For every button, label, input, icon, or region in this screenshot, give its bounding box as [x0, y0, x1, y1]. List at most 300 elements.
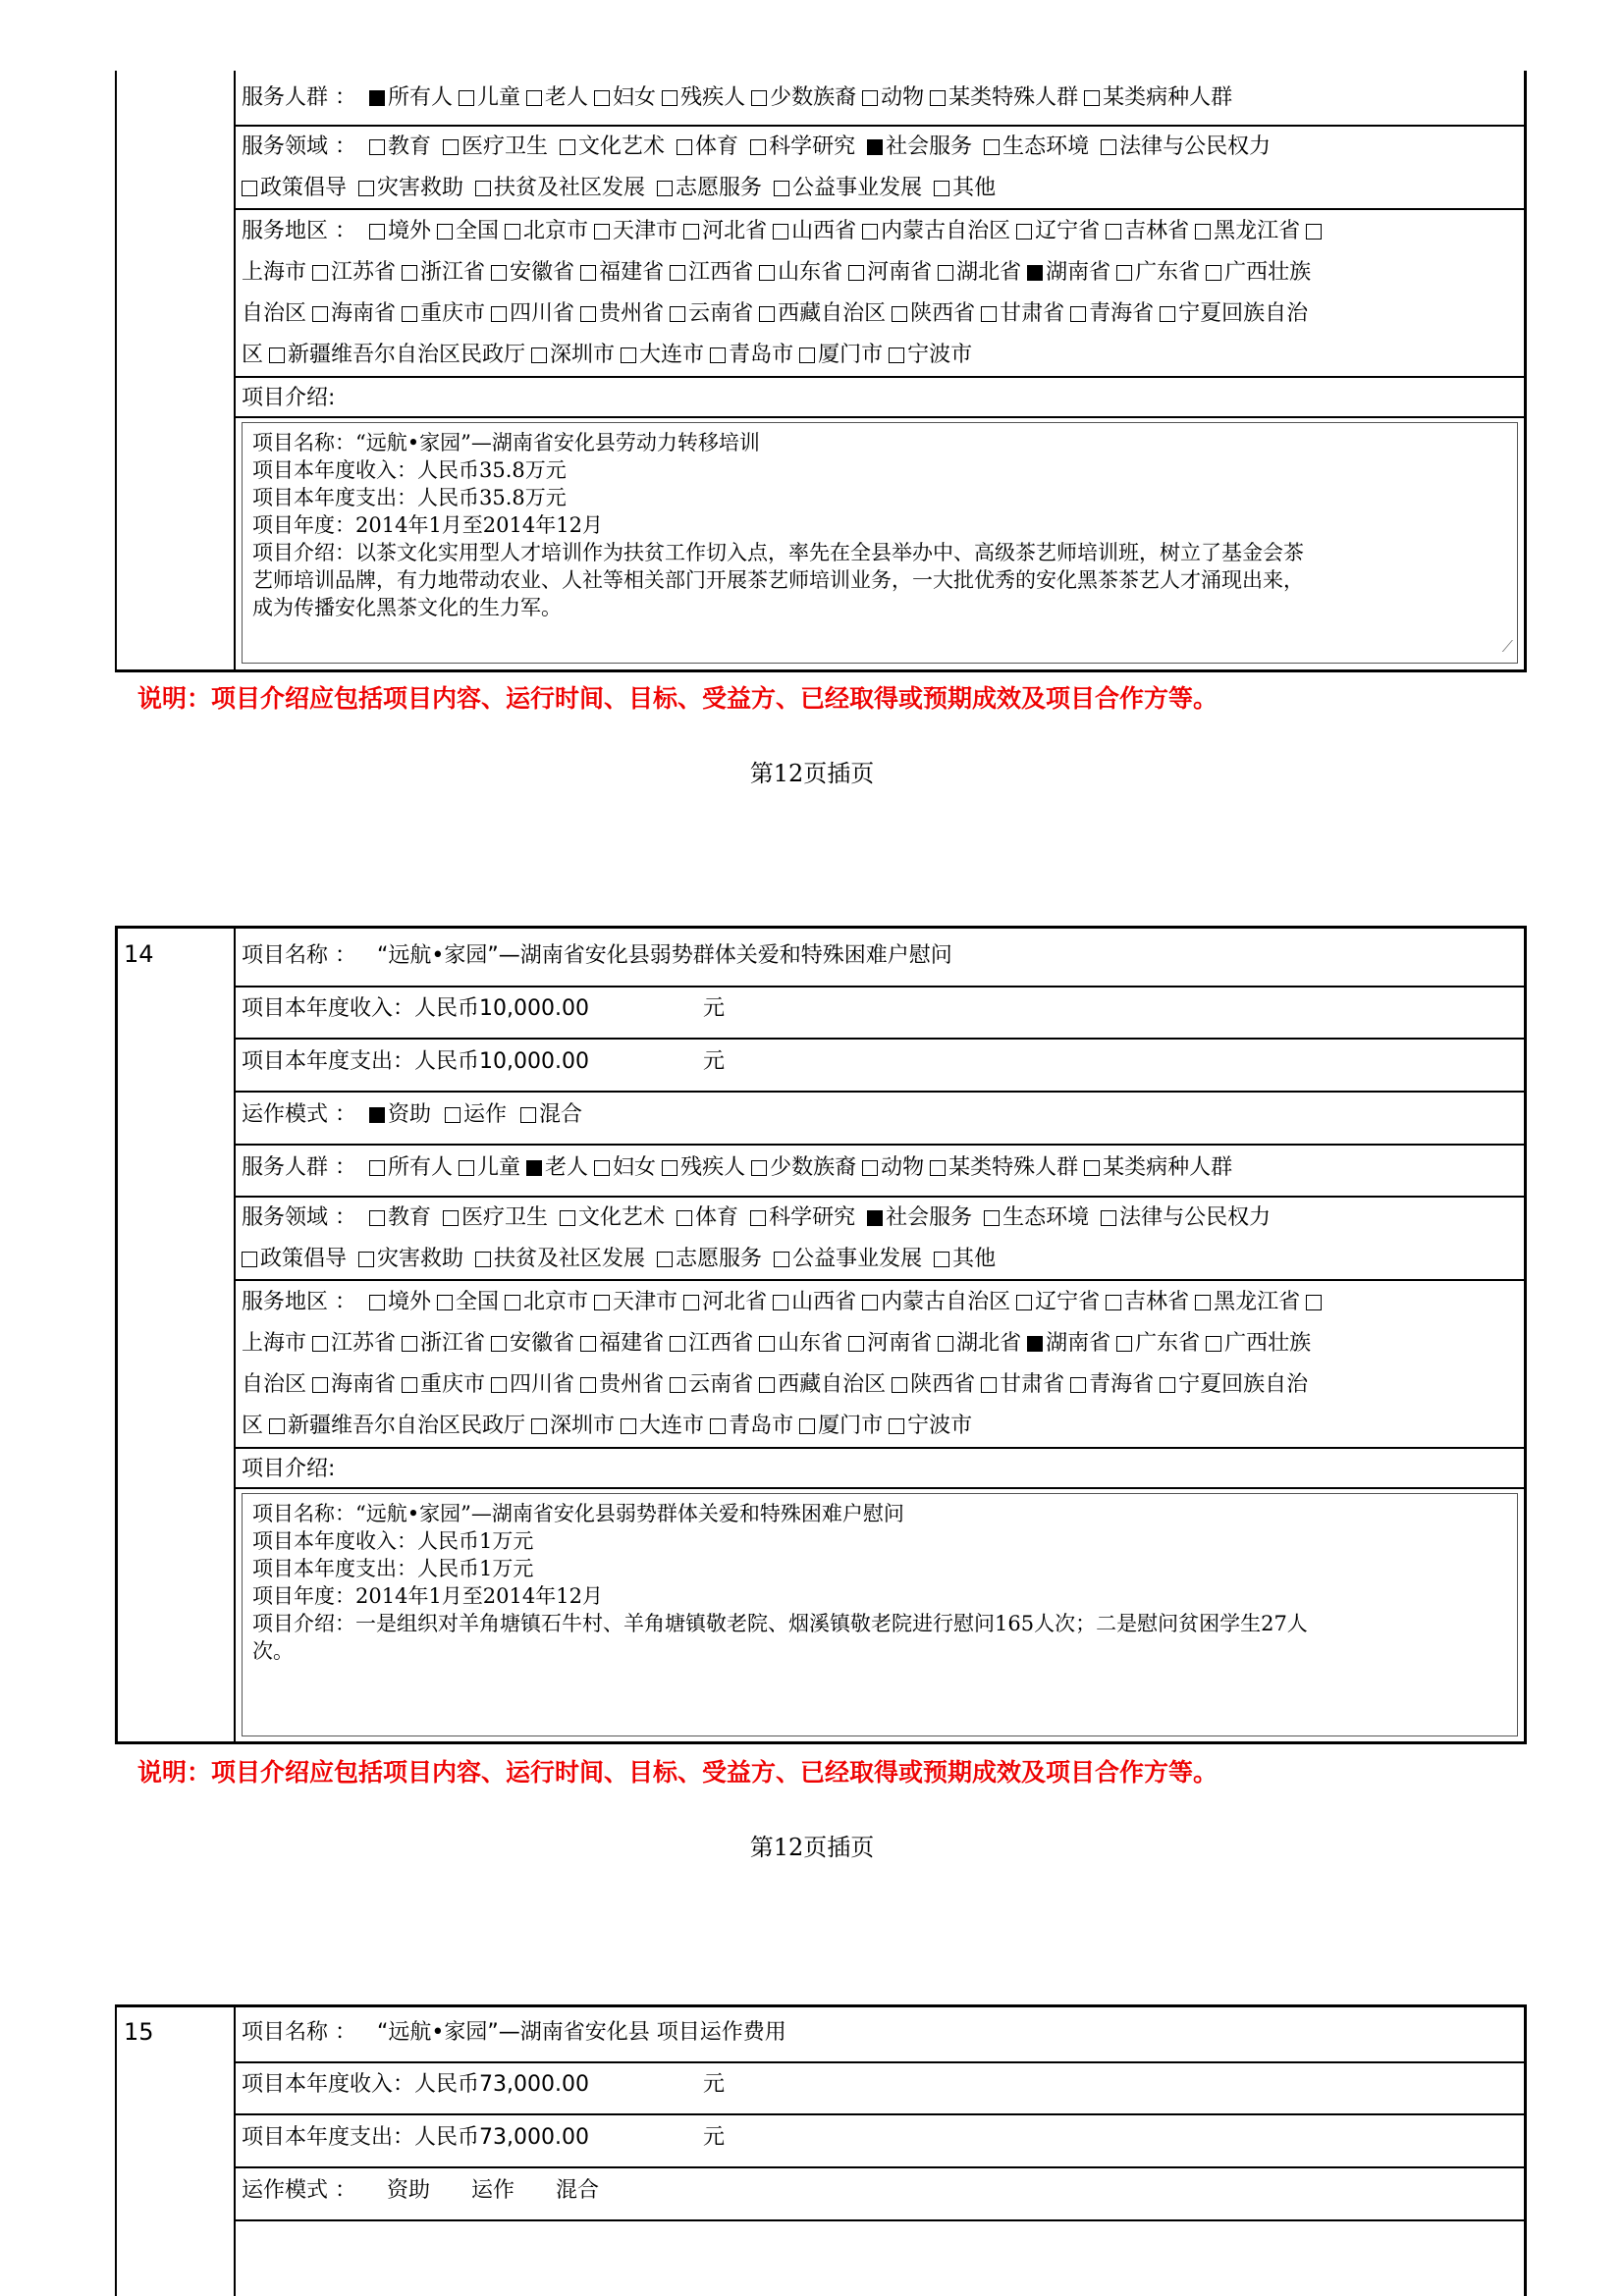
- option-江西省[interactable]: [664, 1330, 753, 1358]
- option-混合[interactable]: [532, 2177, 617, 2205]
- option-老人[interactable]: [520, 1154, 588, 1182]
- option-青海省[interactable]: [1064, 300, 1154, 328]
- checkbox-icon[interactable]: [526, 90, 542, 106]
- checkbox-icon[interactable]: [402, 306, 417, 322]
- income-value[interactable]: 10,000.00: [479, 996, 589, 1021]
- checkbox-icon[interactable]: [242, 181, 257, 196]
- option-浙江省[interactable]: [396, 1330, 485, 1358]
- checkbox-icon[interactable]: [369, 1210, 385, 1226]
- checkbox-icon[interactable]: [369, 1295, 385, 1310]
- option-宁夏回族自治[interactable]: [1154, 1371, 1308, 1399]
- checkbox-icon[interactable]: [759, 306, 775, 322]
- option-湖南省[interactable]: [1021, 1330, 1110, 1358]
- checkbox-icon[interactable]: [1116, 265, 1132, 281]
- option-新疆维吾尔自治区民政厅[interactable]: [263, 342, 525, 369]
- checkbox-icon[interactable]: [938, 1336, 953, 1352]
- checkbox-icon[interactable]: [934, 1252, 949, 1267]
- checkbox-icon[interactable]: [560, 1210, 575, 1226]
- mode-row: [242, 2177, 617, 2205]
- checkbox-icon[interactable]: [759, 265, 775, 281]
- checkbox-icon[interactable]: [445, 1107, 460, 1123]
- option-山东省[interactable]: [753, 1330, 842, 1358]
- option-法律与公民权力[interactable]: [1095, 1204, 1276, 1232]
- option-河北省[interactable]: [677, 218, 767, 245]
- option-其他[interactable]: [928, 175, 1001, 202]
- option-label: 儿童: [477, 85, 521, 110]
- option-贵州省[interactable]: [574, 1371, 664, 1399]
- service-domain-label: 服务领域 ：: [242, 1205, 356, 1230]
- income-label: 项目本年度收入：人民币: [242, 2072, 480, 2097]
- option-体育[interactable]: [671, 1204, 744, 1232]
- intro-textarea[interactable]: [242, 1493, 1518, 1736]
- option-境外[interactable]: [363, 218, 431, 245]
- option-老人[interactable]: [520, 84, 588, 112]
- option-科学研究[interactable]: [744, 1204, 861, 1232]
- checkbox-icon[interactable]: [670, 1336, 685, 1352]
- checkbox-icon[interactable]: [1306, 1295, 1322, 1310]
- checkbox-icon[interactable]: [1084, 90, 1100, 106]
- checkbox-icon[interactable]: [677, 1210, 692, 1226]
- option-区[interactable]: [242, 1413, 263, 1440]
- option-资助[interactable]: [363, 1101, 439, 1129]
- checkbox-icon[interactable]: [1016, 224, 1032, 240]
- checkbox-icon[interactable]: [531, 1418, 547, 1434]
- intro-label: 项目介绍:: [242, 1457, 336, 1481]
- checkbox-icon[interactable]: [751, 90, 767, 106]
- checked-checkbox-icon[interactable]: [526, 1160, 542, 1176]
- checkbox-icon[interactable]: [862, 224, 878, 240]
- option-境外[interactable]: [363, 1289, 431, 1316]
- option-黑龙江省[interactable]: [1189, 218, 1300, 245]
- checkbox-icon[interactable]: [594, 1160, 610, 1176]
- checkbox-icon[interactable]: [862, 1295, 878, 1310]
- checkbox-icon[interactable]: [505, 224, 520, 240]
- option-河北省[interactable]: [677, 1289, 767, 1316]
- option-label: 其他: [952, 176, 997, 200]
- option-label: 甘肃省: [1000, 1372, 1065, 1397]
- checkbox-icon[interactable]: [1195, 224, 1211, 240]
- checkbox-icon[interactable]: [369, 139, 385, 155]
- option-公益事业发展[interactable]: [768, 175, 928, 202]
- checked-checkbox-icon[interactable]: [369, 1107, 385, 1123]
- checkbox-icon[interactable]: [580, 1377, 596, 1393]
- checkbox-icon[interactable]: [1306, 224, 1322, 240]
- checkbox-icon[interactable]: [1206, 265, 1221, 281]
- option-社会服务[interactable]: [861, 133, 978, 161]
- checkbox-icon[interactable]: [981, 306, 997, 322]
- option-政策倡导[interactable]: [236, 1246, 352, 1273]
- option-所有人[interactable]: [363, 1154, 453, 1182]
- checkbox-icon[interactable]: [1106, 224, 1121, 240]
- checkbox-icon[interactable]: [491, 1377, 507, 1393]
- expense-value[interactable]: 73,000.00: [479, 2125, 589, 2150]
- checkbox-icon[interactable]: [459, 90, 474, 106]
- option-动物[interactable]: [856, 84, 924, 112]
- option-教育[interactable]: [363, 1204, 437, 1232]
- option-妇女[interactable]: [588, 1154, 656, 1182]
- checkbox-icon[interactable]: [491, 306, 507, 322]
- expense-value[interactable]: 10,000.00: [479, 1049, 589, 1074]
- option-label: 某类特殊人群: [948, 1155, 1079, 1180]
- option-label: 厦门市: [818, 343, 884, 367]
- option-label: 江西省: [688, 1331, 754, 1356]
- option-残疾人[interactable]: [656, 84, 745, 112]
- option-文化艺术[interactable]: [554, 133, 671, 161]
- option-法律与公民权力[interactable]: [1095, 133, 1276, 161]
- option-label: 浙江省: [420, 260, 486, 285]
- checkbox-icon[interactable]: [491, 1336, 507, 1352]
- checkbox-icon[interactable]: [369, 224, 385, 240]
- checkbox-icon[interactable]: [437, 224, 453, 240]
- option-深圳市[interactable]: [525, 1413, 615, 1440]
- option-内蒙古自治区[interactable]: [856, 1289, 1010, 1316]
- checkbox-icon[interactable]: [1195, 1295, 1211, 1310]
- checkbox-icon[interactable]: [312, 265, 328, 281]
- checkbox-icon[interactable]: [930, 1160, 946, 1176]
- checkbox-icon[interactable]: [443, 1210, 459, 1226]
- checked-checkbox-icon[interactable]: [369, 90, 385, 106]
- option-大连市[interactable]: [615, 1413, 704, 1440]
- option-安徽省[interactable]: [485, 259, 574, 287]
- option-label: 大连市: [639, 343, 705, 367]
- service-region-row2: [242, 1330, 1311, 1358]
- checkbox-icon[interactable]: [491, 265, 507, 281]
- checkbox-icon[interactable]: [580, 306, 596, 322]
- option-少数族裔[interactable]: [745, 84, 856, 112]
- option-陕西省[interactable]: [886, 1371, 975, 1399]
- resize-grip-icon[interactable]: ⟋: [1501, 637, 1513, 656]
- option-福建省[interactable]: [574, 259, 664, 287]
- checkbox-icon[interactable]: [938, 265, 953, 281]
- option-辽宁省[interactable]: [1010, 218, 1100, 245]
- option-宁夏回族自治[interactable]: [1154, 300, 1308, 328]
- option-四川省[interactable]: [485, 300, 574, 328]
- option-label: 全国: [456, 219, 500, 243]
- checkbox-icon[interactable]: [848, 265, 864, 281]
- checkbox-icon[interactable]: [889, 347, 904, 363]
- option-厦门市[interactable]: [793, 342, 883, 369]
- option-上海市[interactable]: [242, 259, 306, 287]
- checkbox-icon[interactable]: [475, 181, 491, 196]
- checkbox-icon[interactable]: [358, 181, 374, 196]
- option-四川省[interactable]: [485, 1371, 574, 1399]
- option-教育[interactable]: [363, 133, 437, 161]
- option-江苏省[interactable]: [306, 259, 396, 287]
- option-新疆维吾尔自治区民政厅[interactable]: [263, 1413, 525, 1440]
- option-儿童[interactable]: [453, 1154, 520, 1182]
- option-label: 境外: [388, 219, 432, 243]
- income-value[interactable]: 73,000.00: [479, 2072, 589, 2097]
- option-山西省[interactable]: [767, 1289, 856, 1316]
- checkbox-icon[interactable]: [759, 1377, 775, 1393]
- option-label: 全国: [456, 1290, 500, 1314]
- option-全国[interactable]: [431, 1289, 499, 1316]
- option-江西省[interactable]: [664, 259, 753, 287]
- option-青岛市[interactable]: [704, 342, 793, 369]
- checkbox-icon[interactable]: [443, 139, 459, 155]
- checkbox-icon[interactable]: [594, 90, 610, 106]
- checkbox-icon[interactable]: [621, 1418, 636, 1434]
- option-体育[interactable]: [671, 133, 744, 161]
- checkbox-icon[interactable]: [710, 1418, 726, 1434]
- checkbox-icon[interactable]: [773, 224, 788, 240]
- checkbox-icon[interactable]: [773, 1295, 788, 1310]
- option-上海市[interactable]: [242, 1330, 306, 1358]
- service-region-row2: [242, 259, 1311, 287]
- checkbox-icon[interactable]: [774, 181, 789, 196]
- checkbox-icon[interactable]: [402, 265, 417, 281]
- checkbox-icon[interactable]: [594, 1295, 610, 1310]
- checkbox-icon[interactable]: [862, 90, 878, 106]
- option-科学研究[interactable]: [744, 133, 861, 161]
- checkbox-icon[interactable]: [984, 139, 1000, 155]
- option-自治区[interactable]: [242, 300, 306, 328]
- checkbox-icon[interactable]: [862, 1160, 878, 1176]
- option-海南省[interactable]: [306, 300, 396, 328]
- option-label: 江苏省: [331, 1331, 397, 1356]
- checkbox-icon[interactable]: [475, 1252, 491, 1267]
- option-所有人[interactable]: [363, 84, 453, 112]
- option-少数族裔[interactable]: [745, 1154, 856, 1182]
- option-资助[interactable]: [363, 2177, 448, 2205]
- checkbox-icon[interactable]: [930, 90, 946, 106]
- option-生态环境[interactable]: [978, 1204, 1095, 1232]
- block-b-l7: [234, 1447, 1524, 1449]
- checkbox-icon[interactable]: [662, 1160, 677, 1176]
- option-label: 资助: [388, 1102, 432, 1127]
- checkbox-icon[interactable]: [594, 224, 610, 240]
- checkbox-icon[interactable]: [1106, 1295, 1121, 1310]
- option-福建省[interactable]: [574, 1330, 664, 1358]
- checkbox-icon[interactable]: [1101, 139, 1116, 155]
- option-志愿服务[interactable]: [651, 1246, 768, 1273]
- option-blank[interactable]: [1300, 1289, 1325, 1316]
- option-残疾人[interactable]: [656, 1154, 745, 1182]
- checkbox-icon[interactable]: [1206, 1336, 1221, 1352]
- checkbox-icon[interactable]: [683, 1295, 699, 1310]
- option-山西省[interactable]: [767, 218, 856, 245]
- checkbox-icon[interactable]: [580, 265, 596, 281]
- option-label: 少数族裔: [770, 85, 857, 110]
- checkbox-icon[interactable]: [1084, 1160, 1100, 1176]
- option-云南省[interactable]: [664, 1371, 753, 1399]
- checkbox-icon[interactable]: [750, 139, 766, 155]
- checkbox-icon[interactable]: [981, 1377, 997, 1393]
- checkbox-icon[interactable]: [437, 1295, 453, 1310]
- option-西藏自治区[interactable]: [753, 300, 886, 328]
- option-label: 宁夏回族自治: [1178, 301, 1309, 326]
- option-广东省[interactable]: [1110, 259, 1200, 287]
- option-医疗卫生[interactable]: [437, 133, 554, 161]
- option-社会服务[interactable]: [861, 1204, 978, 1232]
- option-label: 文化艺术: [578, 134, 666, 159]
- checked-checkbox-icon[interactable]: [867, 1210, 883, 1226]
- option-广东省[interactable]: [1110, 1330, 1200, 1358]
- checkbox-icon[interactable]: [1070, 1377, 1086, 1393]
- option-某类特殊人群[interactable]: [924, 1154, 1078, 1182]
- checkbox-icon[interactable]: [242, 1252, 257, 1267]
- option-广西壮族[interactable]: [1200, 1330, 1311, 1358]
- checked-checkbox-icon[interactable]: [867, 139, 883, 155]
- option-黑龙江省[interactable]: [1189, 1289, 1300, 1316]
- option-江苏省[interactable]: [306, 1330, 396, 1358]
- option-blank[interactable]: [1300, 218, 1325, 245]
- checkbox-icon[interactable]: [312, 306, 328, 322]
- checkbox-icon[interactable]: [358, 1252, 374, 1267]
- option-天津市[interactable]: [588, 218, 677, 245]
- option-生态环境[interactable]: [978, 133, 1095, 161]
- checkbox-icon[interactable]: [269, 1418, 285, 1434]
- option-北京市[interactable]: [499, 218, 588, 245]
- checkbox-icon[interactable]: [402, 1377, 417, 1393]
- option-运作[interactable]: [448, 2177, 532, 2205]
- option-厦门市[interactable]: [793, 1413, 883, 1440]
- option-深圳市[interactable]: [525, 342, 615, 369]
- checkbox-icon[interactable]: [621, 347, 636, 363]
- checkbox-icon[interactable]: [520, 1107, 536, 1123]
- option-吉林省[interactable]: [1100, 218, 1189, 245]
- option-湖南省[interactable]: [1021, 259, 1110, 287]
- checkbox-icon[interactable]: [402, 1336, 417, 1352]
- option-动物[interactable]: [856, 1154, 924, 1182]
- checkbox-icon[interactable]: [677, 139, 692, 155]
- option-青海省[interactable]: [1064, 1371, 1154, 1399]
- option-儿童[interactable]: [453, 84, 520, 112]
- option-扶贫及社区发展[interactable]: [469, 1246, 651, 1273]
- option-北京市[interactable]: [499, 1289, 588, 1316]
- option-内蒙古自治区[interactable]: [856, 218, 1010, 245]
- option-吉林省[interactable]: [1100, 1289, 1189, 1316]
- option-大连市[interactable]: [615, 342, 704, 369]
- option-某类病种人群[interactable]: [1078, 84, 1232, 112]
- checkbox-icon[interactable]: [1016, 1295, 1032, 1310]
- checkbox-icon[interactable]: [657, 181, 673, 196]
- checkbox-icon[interactable]: [1070, 306, 1086, 322]
- option-label: 运作: [471, 2178, 515, 2203]
- intro-textarea[interactable]: [242, 422, 1518, 664]
- project-name-value[interactable]: “远航•家园”—湖南省安化县 项目运作费用: [377, 2020, 786, 2045]
- checkbox-icon[interactable]: [759, 1336, 775, 1352]
- option-其他[interactable]: [928, 1246, 1001, 1273]
- option-医疗卫生[interactable]: [437, 1204, 554, 1232]
- checkbox-icon[interactable]: [1160, 1377, 1175, 1393]
- option-志愿服务[interactable]: [651, 175, 768, 202]
- checkbox-icon[interactable]: [670, 1377, 685, 1393]
- option-甘肃省[interactable]: [975, 1371, 1064, 1399]
- checkbox-icon[interactable]: [369, 1160, 385, 1176]
- checkbox-icon[interactable]: [312, 1377, 328, 1393]
- project-name-value[interactable]: “远航•家园”—湖南省安化县弱势群体关爱和特殊困难户慰问: [377, 943, 952, 968]
- option-广西壮族[interactable]: [1200, 259, 1311, 287]
- option-区[interactable]: [242, 342, 263, 369]
- option-陕西省[interactable]: [886, 300, 975, 328]
- option-文化艺术[interactable]: [554, 1204, 671, 1232]
- option-辽宁省[interactable]: [1010, 1289, 1100, 1316]
- option-天津市[interactable]: [588, 1289, 677, 1316]
- income-label: 项目本年度收入：人民币: [242, 996, 480, 1021]
- checkbox-icon[interactable]: [1160, 306, 1175, 322]
- option-宁波市[interactable]: [883, 1413, 972, 1440]
- checkbox-icon[interactable]: [799, 347, 815, 363]
- option-混合[interactable]: [514, 1101, 590, 1129]
- checkbox-icon[interactable]: [683, 224, 699, 240]
- checkbox-icon[interactable]: [892, 1377, 907, 1393]
- checkbox-icon[interactable]: [710, 347, 726, 363]
- checkbox-icon[interactable]: [1116, 1336, 1132, 1352]
- option-label: 区: [242, 1414, 264, 1438]
- option-label: 陕西省: [910, 301, 976, 326]
- checkbox-icon[interactable]: [892, 306, 907, 322]
- option-灾害救助[interactable]: [352, 1246, 469, 1273]
- checkbox-icon[interactable]: [531, 347, 547, 363]
- option-湖北省[interactable]: [932, 1330, 1021, 1358]
- checkbox-icon[interactable]: [662, 90, 677, 106]
- checkbox-icon[interactable]: [459, 1160, 474, 1176]
- option-扶贫及社区发展[interactable]: [469, 175, 651, 202]
- option-宁波市[interactable]: [883, 342, 972, 369]
- option-妇女[interactable]: [588, 84, 656, 112]
- checkbox-icon[interactable]: [269, 347, 285, 363]
- intro-line: 次。: [252, 1639, 294, 1663]
- option-湖北省[interactable]: [932, 259, 1021, 287]
- checkbox-icon[interactable]: [312, 1336, 328, 1352]
- option-运作[interactable]: [439, 1101, 514, 1129]
- option-label: 黑龙江省: [1214, 1290, 1301, 1314]
- option-政策倡导[interactable]: [236, 175, 352, 202]
- option-云南省[interactable]: [664, 300, 753, 328]
- option-甘肃省[interactable]: [975, 300, 1064, 328]
- checkbox-icon[interactable]: [848, 1336, 864, 1352]
- checked-checkbox-icon[interactable]: [1027, 1336, 1043, 1352]
- option-山东省[interactable]: [753, 259, 842, 287]
- option-全国[interactable]: [431, 218, 499, 245]
- checkbox-icon[interactable]: [889, 1418, 904, 1434]
- checkbox-icon[interactable]: [657, 1252, 673, 1267]
- option-某类特殊人群[interactable]: [924, 84, 1078, 112]
- option-公益事业发展[interactable]: [768, 1246, 928, 1273]
- option-浙江省[interactable]: [396, 259, 485, 287]
- checkbox-icon[interactable]: [670, 306, 685, 322]
- option-贵州省[interactable]: [574, 300, 664, 328]
- checkbox-icon[interactable]: [774, 1252, 789, 1267]
- option-河南省[interactable]: [842, 1330, 932, 1358]
- option-某类病种人群[interactable]: [1078, 1154, 1232, 1182]
- checkbox-icon[interactable]: [505, 1295, 520, 1310]
- option-重庆市[interactable]: [396, 300, 485, 328]
- checkbox-icon[interactable]: [799, 1418, 815, 1434]
- intro-line: 项目介绍：一是组织对羊角塘镇石牛村、羊角塘镇敬老院、烟溪镇敬老院进行慰问165人次；二是慰问贫困学生27人: [252, 1612, 1308, 1635]
- option-label: 重庆市: [420, 1372, 486, 1397]
- checkbox-icon[interactable]: [580, 1336, 596, 1352]
- checkbox-icon[interactable]: [934, 181, 949, 196]
- checkbox-icon[interactable]: [560, 139, 575, 155]
- option-灾害救助[interactable]: [352, 175, 469, 202]
- checkbox-icon[interactable]: [751, 1160, 767, 1176]
- option-重庆市[interactable]: [396, 1371, 485, 1399]
- option-青岛市[interactable]: [704, 1413, 793, 1440]
- option-海南省[interactable]: [306, 1371, 396, 1399]
- service-region-row3: [242, 1371, 1308, 1399]
- checkbox-icon[interactable]: [984, 1210, 1000, 1226]
- option-自治区[interactable]: [242, 1371, 306, 1399]
- checkbox-icon[interactable]: [750, 1210, 766, 1226]
- checked-checkbox-icon[interactable]: [1027, 265, 1043, 281]
- option-河南省[interactable]: [842, 259, 932, 287]
- checkbox-icon[interactable]: [1101, 1210, 1116, 1226]
- option-西藏自治区[interactable]: [753, 1371, 886, 1399]
- option-安徽省[interactable]: [485, 1330, 574, 1358]
- checkbox-icon[interactable]: [670, 265, 685, 281]
